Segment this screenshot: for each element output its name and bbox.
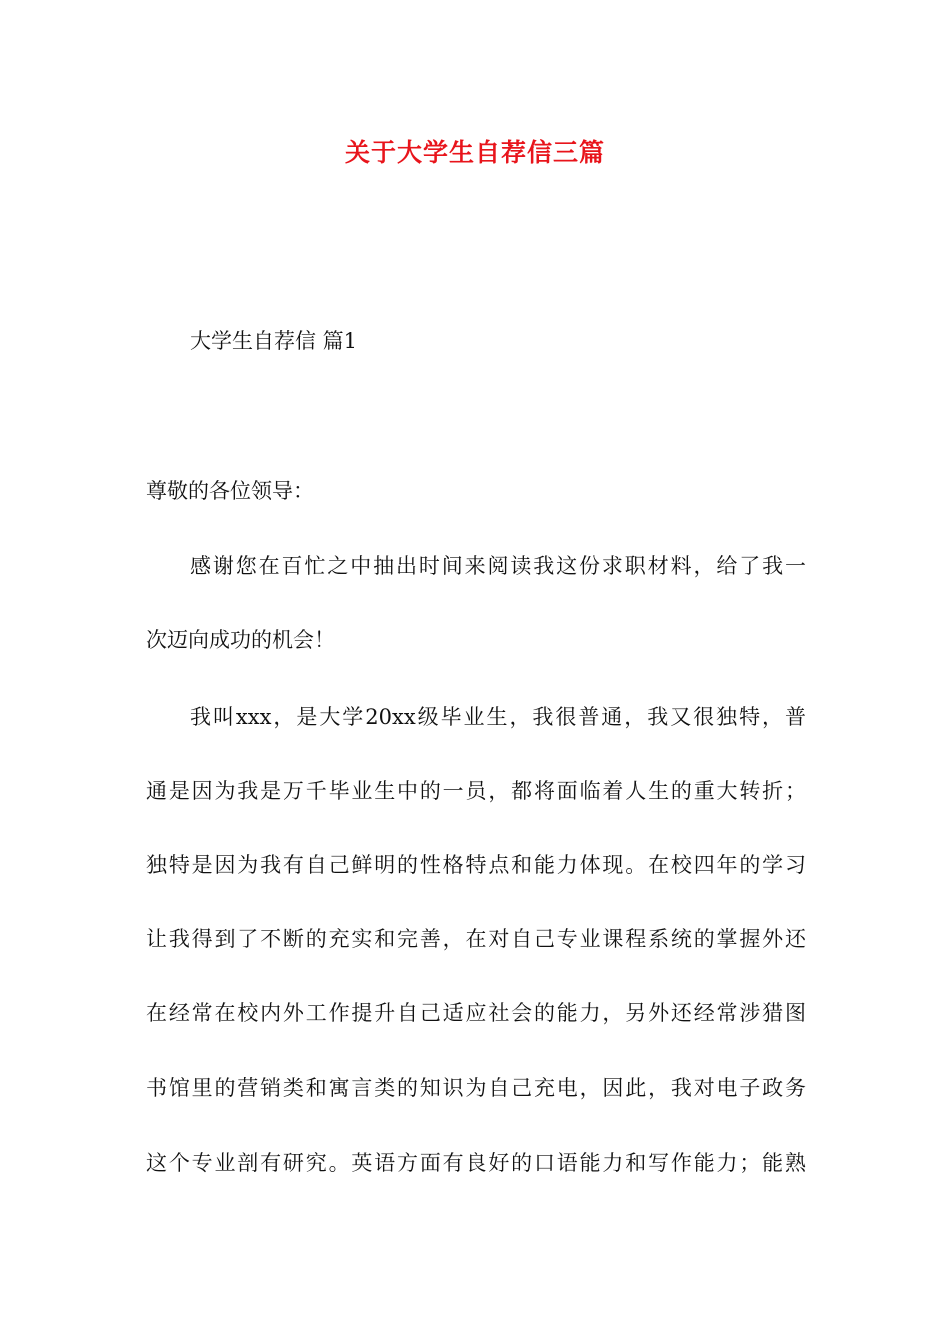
paragraph2-line-1: 我叫xxx，是大学20xx级毕业生，我很普通，我又很独特，普 [190,705,806,729]
paragraph1-line-1: 感谢您在百忙之中抽出时间来阅读我这份求职材料，给了我一 [190,554,806,578]
paragraph1-line-2: 次迈向成功的机会！ [146,628,335,652]
paragraph2-line-6: 书馆里的营销类和寓言类的知识为自己充电，因此，我对电子政务 [146,1076,806,1100]
section-heading: 大学生自荐信 篇1 [190,329,358,353]
salutation: 尊敬的各位领导： [146,479,314,503]
document-title: 关于大学生自荐信三篇 [344,138,605,167]
paragraph2-line-7: 这个专业剖有研究。英语方面有良好的口语能力和写作能力；能熟 [146,1151,806,1175]
paragraph2-line-5: 在经常在校内外工作提升自己适应社会的能力，另外还经常涉猎图 [146,1001,806,1025]
paragraph2-line-3: 独特是因为我有自己鲜明的性格特点和能力体现。在校四年的学习 [146,853,806,877]
paragraph2-line-4: 让我得到了不断的充实和完善，在对自己专业课程系统的掌握外还 [146,927,806,951]
paragraph2-line-2: 通是因为我是万千毕业生中的一员，都将面临着人生的重大转折； [146,779,806,803]
